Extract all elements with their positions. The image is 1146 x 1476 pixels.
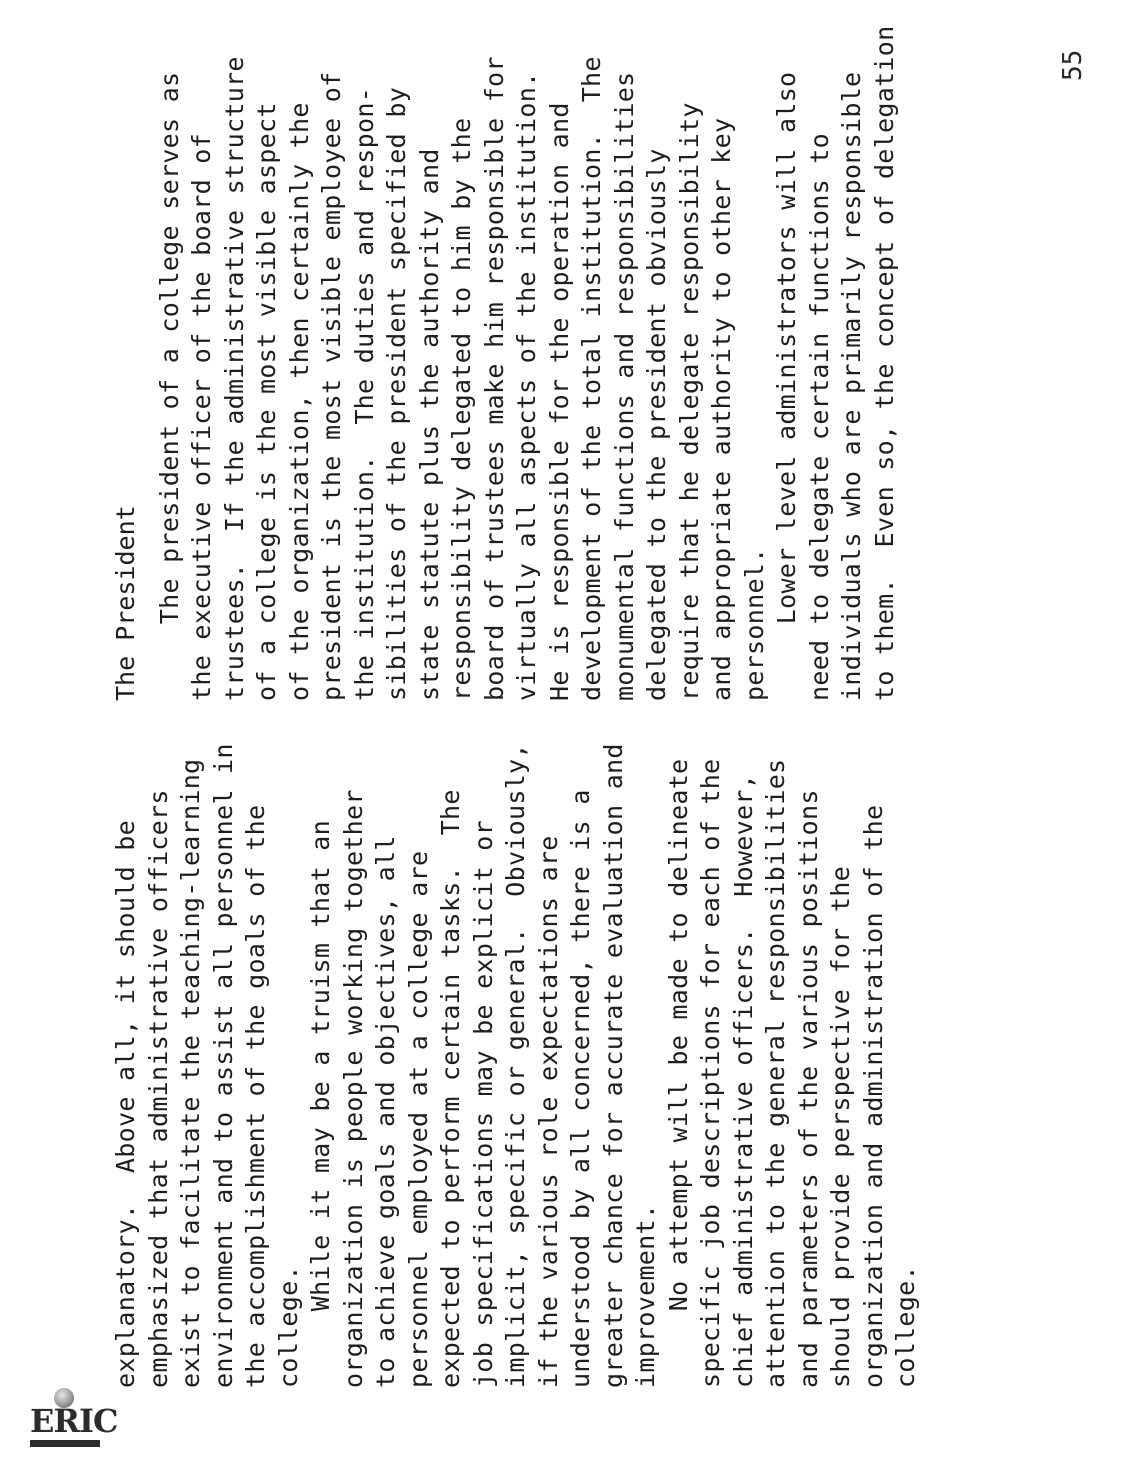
right-column-line: require that he delegate responsibility [674, 102, 704, 701]
right-column-line: He is responsible for the operation and [544, 102, 574, 701]
right-column-line: and appropriate authority to other key [707, 117, 736, 701]
right-column-line: state statute plus the authority and [414, 148, 444, 701]
left-column-line: should provide perspective for the [826, 866, 855, 1388]
left-column-line: greater chance for accurate evaluation and [598, 743, 628, 1388]
left-column-line: No attempt will be made to delineate [663, 758, 693, 1388]
right-column-line: president is the most visible employee of [317, 71, 346, 701]
left-column-line: the accomplishment of the goals of the [241, 804, 270, 1388]
left-column-line: college. [273, 1265, 303, 1388]
left-column-line: environment and to assist all personnel in [208, 743, 238, 1388]
right-text-column [110, 0, 901, 701]
left-column-line: implicit, specific or general. Obviously, [501, 743, 530, 1388]
right-column-line: The president of a college serves as [154, 71, 184, 701]
logo-wordmark: ERIC [30, 1402, 118, 1440]
left-column-line: understood by all concerned, there is a [566, 789, 595, 1388]
right-column-line: delegated to the president obviously [642, 148, 671, 701]
left-column-line: explanatory. Above all, it should be [111, 820, 140, 1388]
right-column-line: of a college is the most visible aspect [252, 102, 281, 701]
right-column-line: personnel. [739, 547, 769, 701]
left-text-column [110, 668, 923, 1388]
left-column-line: specific job descriptions for each of the [696, 758, 725, 1388]
right-column-line: virtually all aspects of the institution. [512, 71, 541, 701]
page-number: 55 [1058, 49, 1088, 81]
right-column-line: Lower level administrators will also [772, 71, 801, 701]
left-column-line: organization and administration of the [858, 804, 888, 1388]
right-column-line: trustees. If the administrative structure [219, 56, 249, 701]
left-column-line: emphasized that administrative officers [143, 789, 173, 1388]
left-column-line: job specifications may be explicit or [468, 820, 498, 1388]
right-column-line: individuals who are primarily responsible [837, 71, 866, 701]
left-column-line: organization is people working together [338, 789, 368, 1388]
left-column-line: college. [891, 1265, 920, 1388]
left-column-line: While it may be a truism that an [306, 820, 335, 1388]
right-column-line: need to delegate certain functions to [804, 133, 834, 701]
left-column-line: exist to facilitate the teaching-learning [176, 758, 205, 1388]
right-column-line: to them. Even so, the concept of delegation [869, 25, 899, 701]
left-column-line: and parameters of the various positions [793, 789, 823, 1388]
left-column-line: expected to perform certain tasks. The [436, 789, 465, 1388]
eric-logo [30, 1388, 118, 1450]
left-column-line: to achieve goals and objectives, all [371, 835, 400, 1388]
right-column-line: sibilities of the president specified by [382, 86, 411, 701]
left-column-line: improvement. [631, 1203, 660, 1388]
right-column-line: responsibility delegated to him by the [447, 117, 476, 701]
left-column-line: chief administrative officers. However, [728, 773, 758, 1388]
right-column-line: the institution. The duties and respon- [349, 86, 379, 701]
left-column-line: attention to the general responsibilities [761, 758, 790, 1388]
left-column-line: if the various role expectations are [533, 835, 563, 1388]
right-column-line: of the organization, then certainly the [284, 102, 314, 701]
right-column-line: monumental functions and responsibilities [609, 71, 639, 701]
logo-bar [30, 1440, 100, 1447]
right-column-line: development of the total institution. The [577, 56, 606, 701]
section-heading-president: The President [111, 505, 140, 701]
right-column-line: board of trustees make him responsible for [479, 56, 509, 701]
right-column-line: the executive officer of the board of [187, 133, 216, 701]
left-column-line: personnel employed at a college are [403, 850, 433, 1388]
